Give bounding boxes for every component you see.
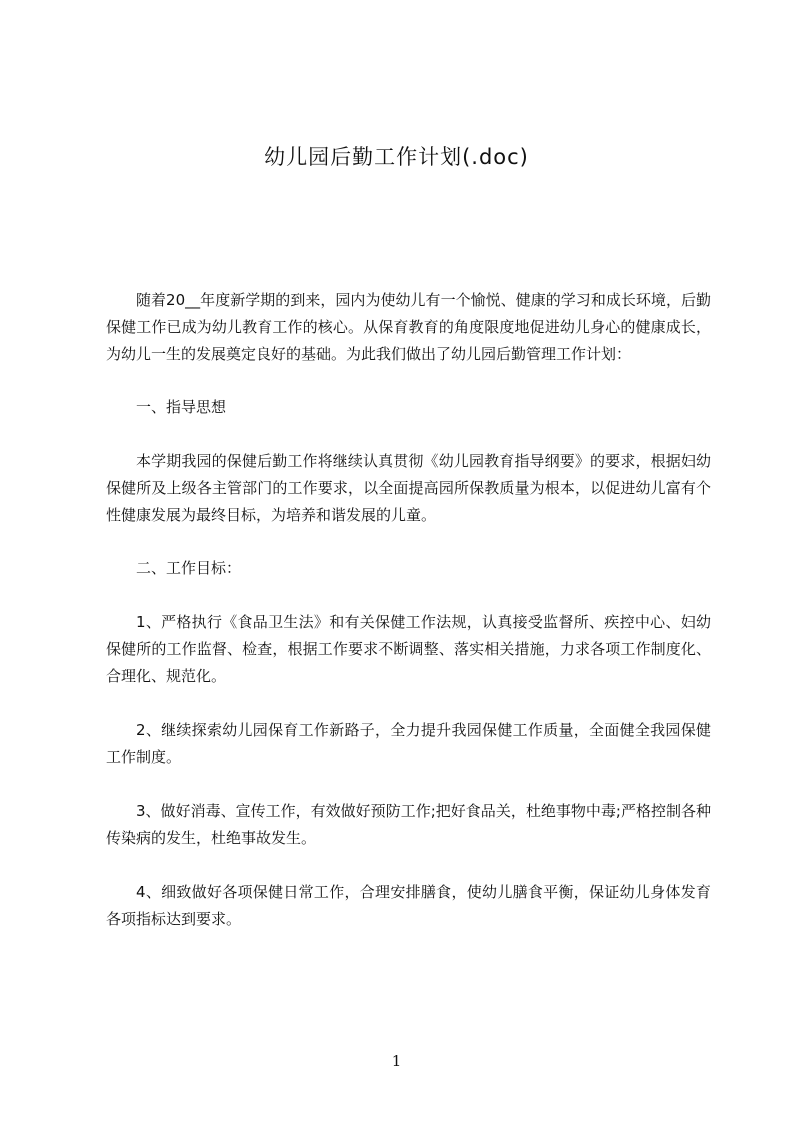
goal-item-2: 2、继续探索幼儿园保育工作新路子，全力提升我园保健工作质量，全面健全我园保健工作制度。	[106, 721, 711, 766]
section-heading-guiding-ideology: 一、指导思想	[136, 398, 227, 416]
document-body	[106, 287, 711, 933]
page-number: 1	[391, 1052, 402, 1070]
goal-item-3: 3、做好消毒、宣传工作，有效做好预防工作;把好食品关，杜绝事物中毒;严格控制各种传染病的发生，杜绝事故发生。	[106, 802, 711, 847]
document-title: 幼儿园后勤工作计划(.doc)	[264, 145, 529, 169]
guiding-ideology-paragraph: 本学期我园的保健后勤工作将继续认真贯彻《幼儿园教育指导纲要》的要求，根据妇幼保健所及上级各主管部门的工作要求，以全面提高园所保教质量为根本，以促进幼儿富有个性健康发展为最终目标，为培养和谐发展的儿童。	[106, 452, 711, 524]
goal-item-4: 4、细致做好各项保健日常工作，合理安排膳食，使幼儿膳食平衡，保证幼儿身体发育各项指标达到要求。	[106, 883, 711, 928]
intro-paragraph: 随着20__年度新学期的到来，园内为使幼儿有一个愉悦、健康的学习和成长环境，后勤保健工作已成为幼儿教育工作的核心。从保育教育的角度限度地促进幼儿身心的健康成长，为幼儿一生的发展奠定良好的基础。为此我们做出了幼儿园后勤管理工作计划：	[106, 291, 711, 363]
goal-item-1: 1、严格执行《食品卫生法》和有关保健工作法规，认真接受监督所、疾控中心、妇幼保健所的工作监督、检查，根据工作要求不断调整、落实相关措施，力求各项工作制度化、合理化、规范化。	[106, 613, 711, 685]
section-heading-work-goals: 二、工作目标：	[136, 559, 242, 577]
